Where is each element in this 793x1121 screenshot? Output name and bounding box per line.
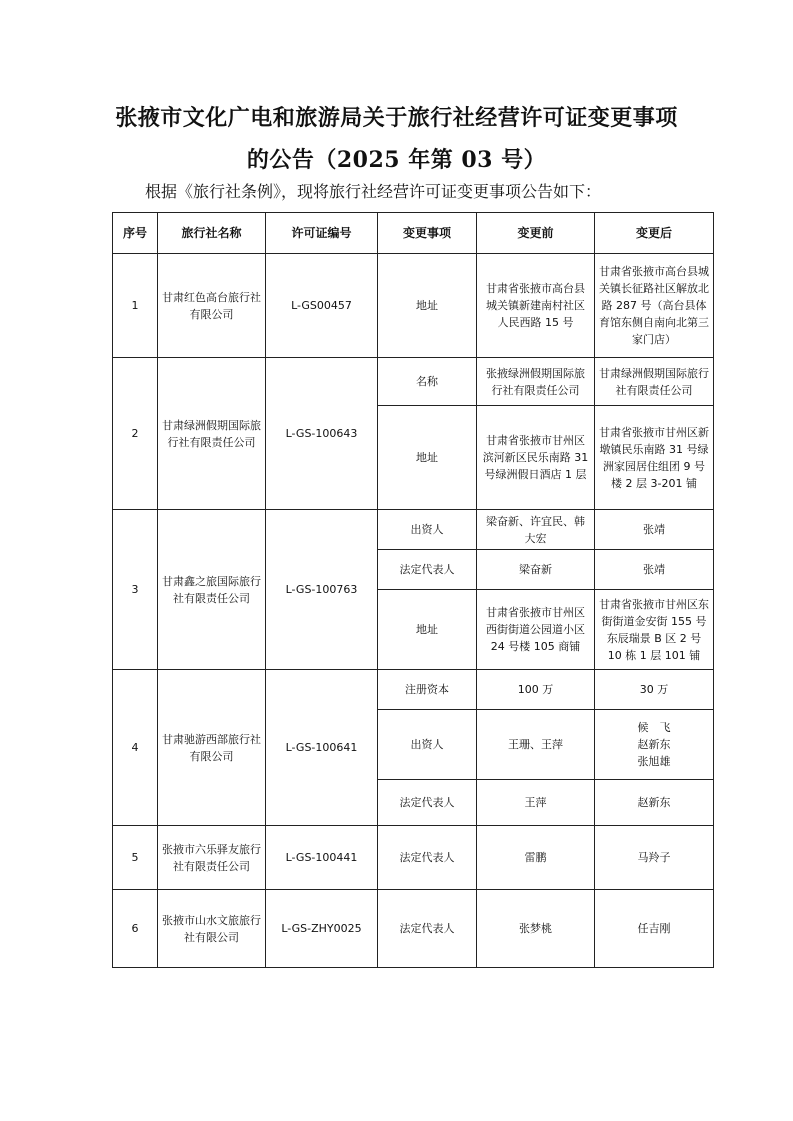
after-value-line: 张旭雄 — [637, 755, 671, 768]
row-agency-name: 甘肃绿洲假期国际旅行社有限责任公司 — [158, 358, 266, 510]
row-after-value: 30 万 — [595, 670, 714, 710]
header-change-item: 变更事项 — [378, 213, 477, 254]
row-after-value: 马羚子 — [595, 826, 714, 890]
row-agency-name: 甘肃驰游西部旅行社有限公司 — [158, 670, 266, 826]
row-after-value: 张靖 — [595, 510, 714, 550]
table-row — [113, 890, 714, 968]
row-before-value: 张掖绿洲假期国际旅行社有限责任公司 — [477, 358, 595, 406]
row-change-item: 法定代表人 — [378, 780, 477, 826]
row-before-value: 100 万 — [477, 670, 595, 710]
row-before-value: 甘肃省张掖市甘州区西街街道公园道小区 24 号楼 105 商铺 — [477, 590, 595, 670]
row-seq: 2 — [113, 358, 158, 510]
row-license-number: L-GS-100643 — [266, 358, 378, 510]
row-agency-name: 张掖市六乐驿友旅行社有限责任公司 — [158, 826, 266, 890]
row-seq: 4 — [113, 670, 158, 826]
row-after-value: 甘肃绿洲假期国际旅行社有限责任公司 — [595, 358, 714, 406]
row-change-item: 名称 — [378, 358, 477, 406]
row-before-value: 张梦桃 — [477, 890, 595, 968]
row-change-item: 出资人 — [378, 710, 477, 780]
row-after-value: 甘肃省张掖市甘州区东街街道金安街 155 号东辰瑞景 B 区 2 号 10 栋 1 层 101 铺 — [595, 590, 714, 670]
header-license-number: 许可证编号 — [266, 213, 378, 254]
row-after-value: 任吉刚 — [595, 890, 714, 968]
row-license-number: L-GS-100763 — [266, 510, 378, 670]
row-before-value: 王萍 — [477, 780, 595, 826]
notice-intro: 根据《旅行社条例》，现将旅行社经营许可证变更事项公告如下： — [145, 182, 602, 201]
row-after-value: 甘肃省张掖市甘州区新墩镇民乐南路 31 号绿洲家园居住组团 9 号楼 2 层 3-201 铺 — [595, 406, 714, 510]
after-value-line: 赵新东 — [637, 738, 671, 751]
row-license-number: L-GS-100641 — [266, 670, 378, 826]
header-after: 变更后 — [595, 213, 714, 254]
row-after-value — [595, 710, 714, 780]
row-agency-name: 甘肃鑫之旅国际旅行社有限责任公司 — [158, 510, 266, 670]
row-change-item: 地址 — [378, 254, 477, 358]
row-before-value: 梁奋新、许宜民、韩大宏 — [477, 510, 595, 550]
row-after-value: 张靖 — [595, 550, 714, 590]
row-after-value: 赵新东 — [595, 780, 714, 826]
row-agency-name: 张掖市山水文旅旅行社有限公司 — [158, 890, 266, 968]
table-row — [113, 254, 714, 358]
table-row — [113, 510, 714, 550]
row-before-value: 甘肃省张掖市高台县城关镇新建南村社区人民西路 15 号 — [477, 254, 595, 358]
row-change-item: 法定代表人 — [378, 890, 477, 968]
header-seq: 序号 — [113, 213, 158, 254]
row-change-item: 法定代表人 — [378, 826, 477, 890]
row-after-value: 甘肃省张掖市高台县城关镇长征路社区解放北路 287 号（高台县体育馆东侧自南向北第三家门店） — [595, 254, 714, 358]
after-value-line: 候 飞 — [637, 721, 671, 734]
row-before-value: 王珊、王萍 — [477, 710, 595, 780]
row-change-item: 法定代表人 — [378, 550, 477, 590]
row-before-value: 梁奋新 — [477, 550, 595, 590]
notice-title-line1: 张掖市文化广电和旅游局关于旅行社经营许可证变更事项 — [115, 105, 678, 131]
notice-title-line2: 的公告（2025 年第 03 号） — [246, 147, 547, 173]
row-before-value: 雷鹏 — [477, 826, 595, 890]
row-change-item: 地址 — [378, 406, 477, 510]
table-row — [113, 358, 714, 406]
row-agency-name: 甘肃红色高台旅行社有限公司 — [158, 254, 266, 358]
row-before-value: 甘肃省张掖市甘州区滨河新区民乐南路 31 号绿洲假日酒店 1 层 — [477, 406, 595, 510]
row-license-number: L-GS-100441 — [266, 826, 378, 890]
row-change-item: 注册资本 — [378, 670, 477, 710]
row-change-item: 出资人 — [378, 510, 477, 550]
row-license-number: L-GS00457 — [266, 254, 378, 358]
table-body — [113, 254, 714, 968]
table-row — [113, 670, 714, 710]
header-agency-name: 旅行社名称 — [158, 213, 266, 254]
row-seq: 5 — [113, 826, 158, 890]
row-seq: 3 — [113, 510, 158, 670]
table-row — [113, 826, 714, 890]
change-table — [112, 212, 714, 968]
header-before: 变更前 — [477, 213, 595, 254]
row-change-item: 地址 — [378, 590, 477, 670]
table-header-row — [113, 213, 714, 254]
row-seq: 1 — [113, 254, 158, 358]
row-license-number: L-GS-ZHY0025 — [266, 890, 378, 968]
row-seq: 6 — [113, 890, 158, 968]
